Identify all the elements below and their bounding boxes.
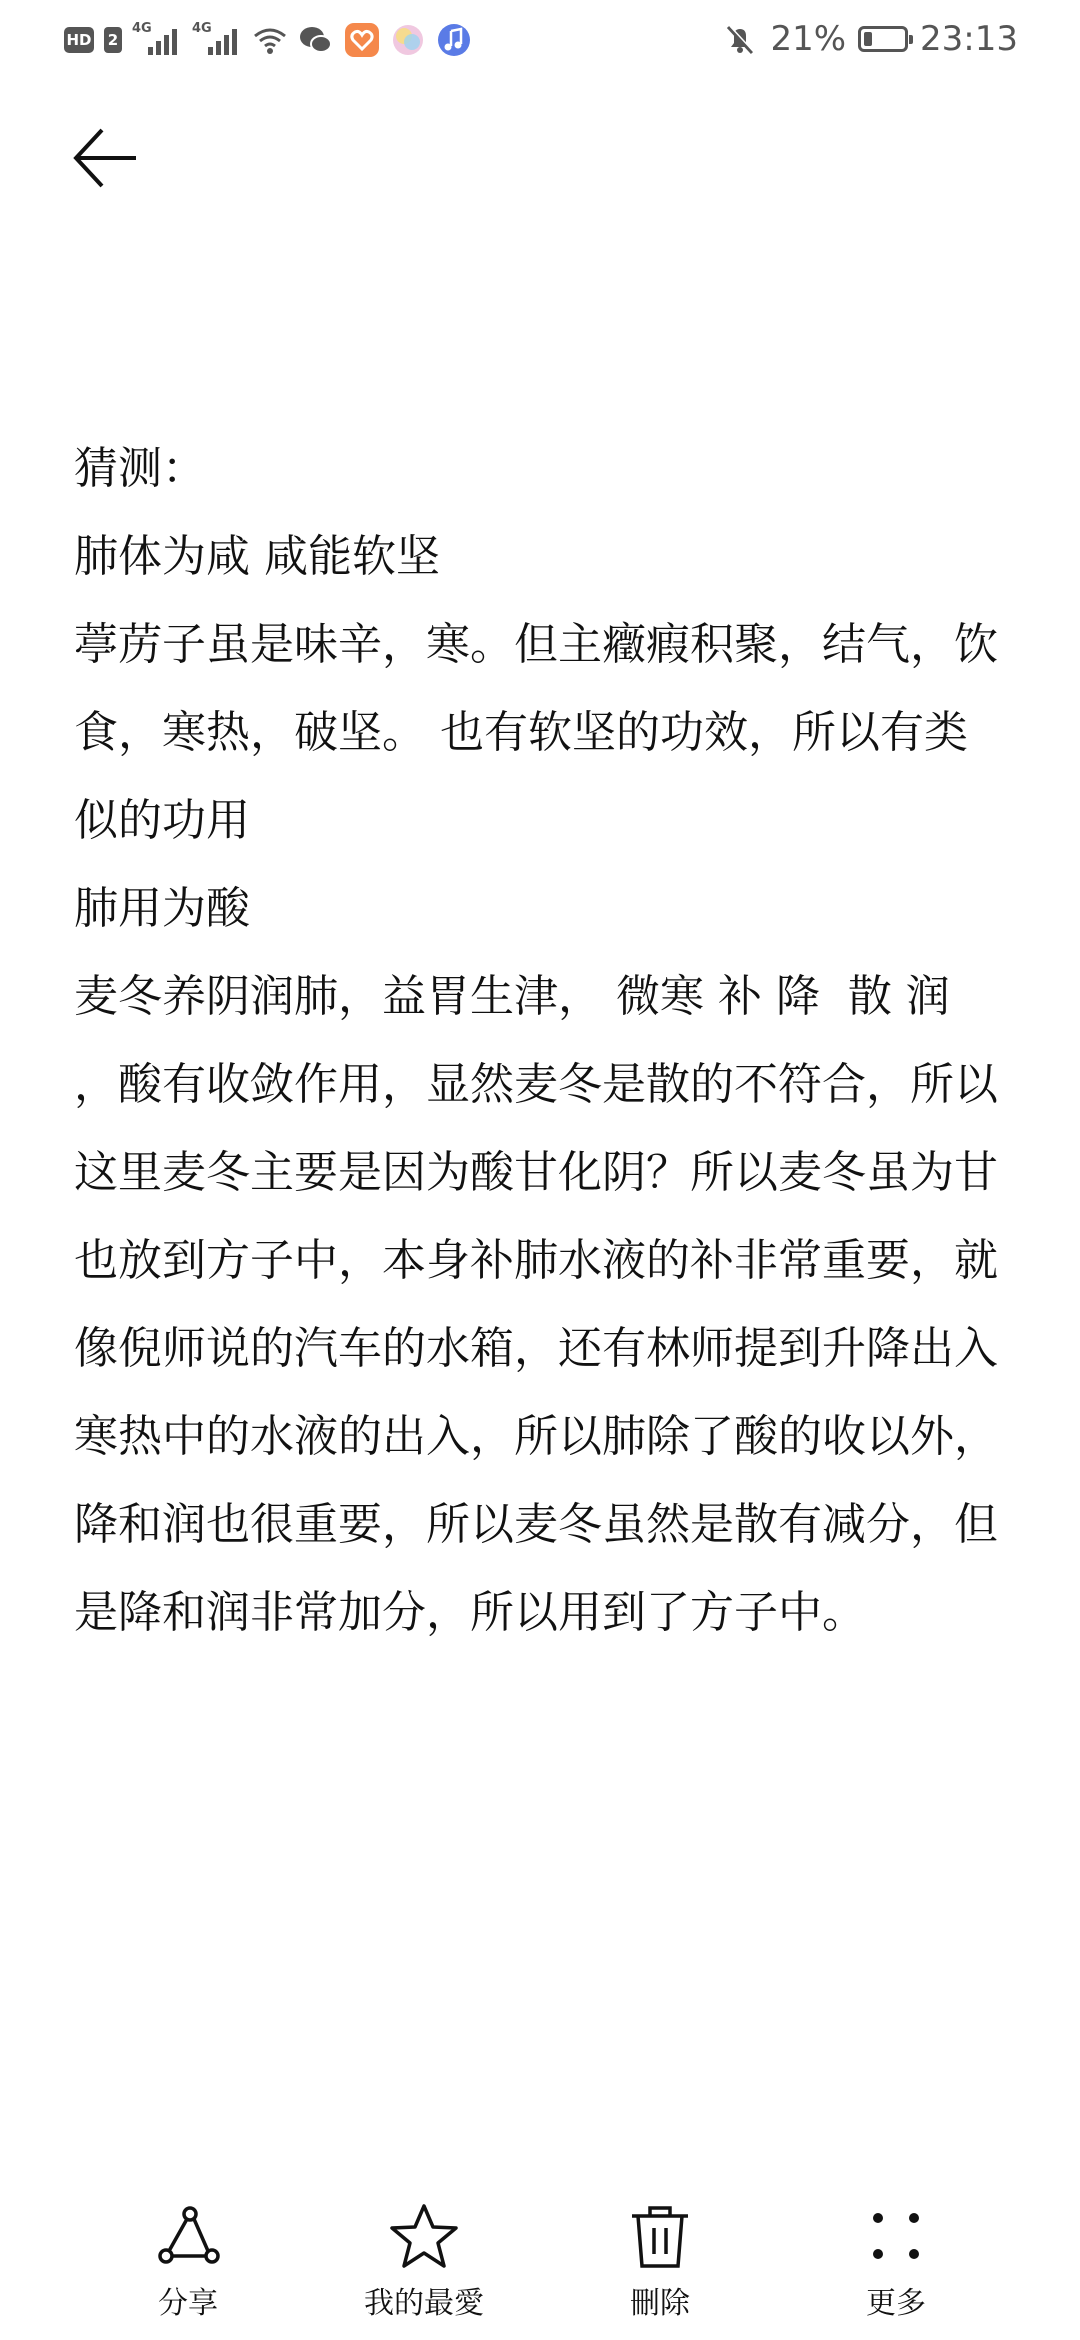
note-content[interactable] <box>74 425 1004 1657</box>
signal-icon-1 <box>132 23 182 57</box>
note-paragraph-3: 肺用为酸 <box>74 883 250 934</box>
wifi-icon <box>252 22 288 58</box>
health-app-icon <box>344 22 380 58</box>
network-type-1: 4G <box>132 21 152 36</box>
more-button[interactable] <box>796 2200 996 2322</box>
status-right-group <box>722 14 1018 64</box>
signal-icon-2 <box>192 23 242 57</box>
note-paragraph-1: 肺体为咸 咸能软坚 <box>74 531 440 582</box>
delete-label: 刪除 <box>630 2286 690 2321</box>
more-label: 更多 <box>866 2286 926 2321</box>
network-type-2: 4G <box>192 21 212 36</box>
note-paragraph-0: 猜测： <box>74 443 206 494</box>
favorite-label: 我的最愛 <box>364 2286 484 2321</box>
status-left-group <box>64 20 472 60</box>
battery-icon <box>858 26 908 52</box>
clock: 23:13 <box>920 19 1018 59</box>
status-bar <box>0 0 1080 80</box>
delete-button[interactable] <box>560 2200 760 2322</box>
share-label: 分享 <box>158 2286 218 2321</box>
trash-icon <box>624 2200 696 2272</box>
bottom-toolbar <box>0 2190 1080 2340</box>
hd-badge: HD <box>64 27 94 53</box>
arrow-left-icon <box>62 118 142 198</box>
battery-level-fill <box>864 32 872 46</box>
photos-app-icon <box>390 22 426 58</box>
back-button[interactable] <box>62 118 142 198</box>
favorite-button[interactable] <box>324 2200 524 2322</box>
more-dots-icon <box>860 2200 932 2272</box>
mute-bell-icon <box>722 21 758 57</box>
music-app-icon <box>436 22 472 58</box>
share-icon <box>152 2200 224 2272</box>
battery-percent: 21% <box>770 19 847 59</box>
star-icon <box>388 2200 460 2272</box>
share-button[interactable] <box>88 2200 288 2322</box>
wechat-icon <box>298 22 334 58</box>
note-paragraph-4: 麦冬养阴润肺，益胃生津， 微寒 补 降 散 润 ，酸有收敛作用，显然麦冬是散的不符合，所以这里麦冬主要是因为酸甘化阴？所以麦冬虽为甘也放到方子中，本身补肺水液的补非常重要，就像倪师说的汽车的水箱，还有林师提到升降出入寒热中的水液的出入，所以肺除了酸的收以外，降和润也很重要，所以麦冬虽然是散有减分，但是降和润非常加分，所以用到了方子中。 <box>74 971 998 1638</box>
note-paragraph-2: 葶苈子虽是味辛，寒。但主癥瘕积聚，结气，饮食，寒热，破坚。 也有软坚的功效，所以有类似的功用 <box>74 619 998 846</box>
sim-badge: 2 <box>104 27 122 53</box>
